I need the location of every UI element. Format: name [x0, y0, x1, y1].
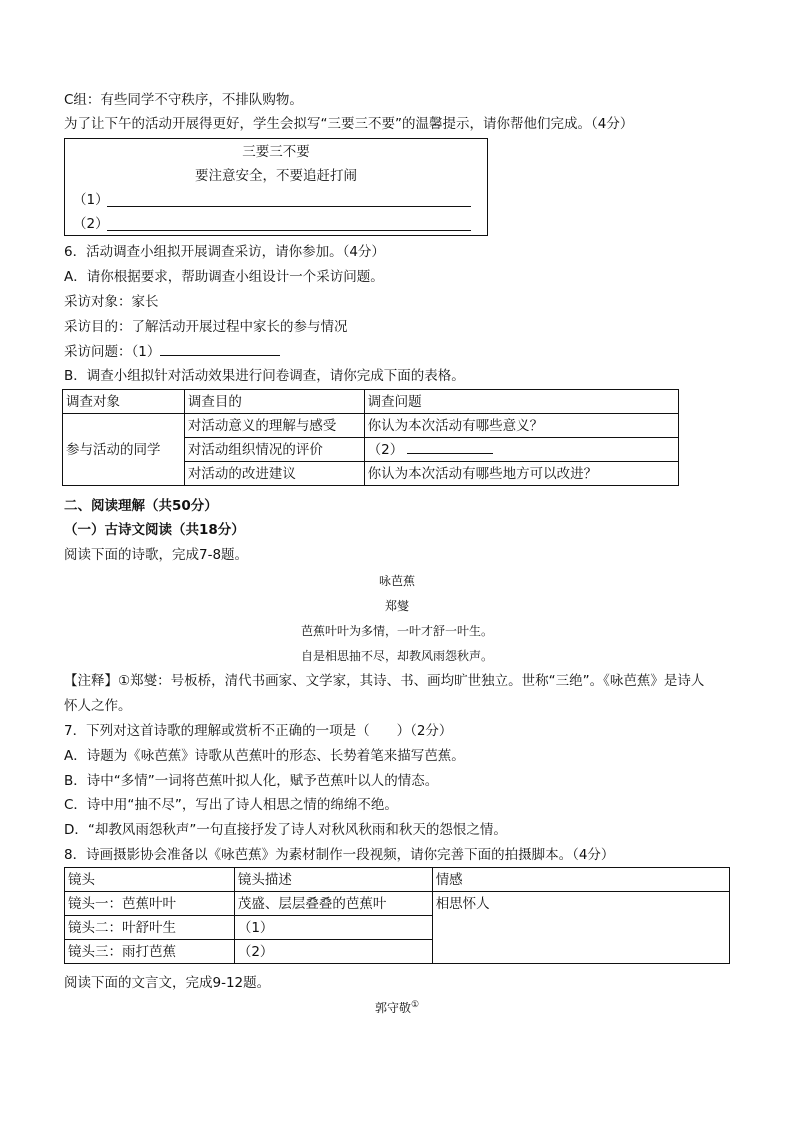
interview-target: 采访对象：家长 [64, 294, 159, 310]
read-instruction-7-8: 阅读下面的诗歌，完成7-8题。 [64, 547, 249, 563]
survey-header-purpose: 调查目的 [184, 390, 364, 414]
question-8: 8．诗画摄影协会准备以《咏芭蕉》为素材制作一段视频，请你完善下面的拍摄脚本。（4分） [64, 847, 615, 863]
question-6b: B．调查小组拟针对活动效果进行问卷调查，请你完成下面的表格。 [64, 368, 465, 384]
question-5-intro: 为了让下午的活动开展得更好，学生会拟写“三要三不要”的温馨提示，请你帮他们完成。（4分） [64, 116, 634, 132]
survey-question-cell: 你认为本次活动有哪些意义？ [364, 414, 678, 438]
script-desc-cell[interactable]: （1） [234, 916, 432, 940]
poem-author: 郑燮 [384, 599, 409, 613]
survey-question-cell: （2） [364, 438, 678, 462]
table-row [65, 868, 730, 892]
survey-question-cell: 你认为本次活动有哪些地方可以改进？ [364, 462, 678, 486]
survey-header-question: 调查问题 [364, 390, 678, 414]
question-7-option-b: B．诗中“多情”一词将芭蕉叶拟人化，赋予芭蕉叶以人的情态。 [64, 773, 439, 789]
script-header-shot: 镜头 [65, 868, 235, 892]
script-shot-cell: 镜头二：叶舒叶生 [65, 916, 235, 940]
interview-question-blank[interactable] [160, 342, 280, 356]
classical-text-title: 郭守敬① [374, 1000, 420, 1015]
survey-purpose-cell: 对活动的改进建议 [184, 462, 364, 486]
question-6: 6．活动调查小组拟开展调查采访，请你参加。（4分） [64, 244, 385, 260]
tips-box-title: 三要三不要 [242, 144, 310, 160]
section-2-1-heading: （一）古诗文阅读（共18分） [64, 522, 245, 538]
poem-line-1: 芭蕉叶叶为多情，一叶才舒一叶生。 [300, 624, 493, 638]
interview-question-line [64, 342, 280, 361]
script-emotion-cell: 相思怀人 [432, 892, 729, 964]
read-instruction-9-12: 阅读下面的文言文，完成9-12题。 [64, 975, 271, 991]
script-desc-cell[interactable]: （2） [234, 940, 432, 964]
survey-header-subject: 调查对象 [63, 390, 185, 414]
survey-table [62, 389, 679, 486]
tips-box-item-2: （2） [73, 216, 109, 232]
question-7: 7．下列对这首诗歌的理解或赏析不正确的一项是（ ）（2分） [64, 723, 453, 739]
script-table [64, 867, 730, 964]
question-7-option-a: A．诗题为《咏芭蕉》诗歌从芭蕉叶的形态、长势着笔来描写芭蕉。 [64, 748, 465, 764]
survey-question-blank[interactable] [407, 440, 493, 454]
question-7-option-d: D．“却教风雨怨秋声”一句直接抒发了诗人对秋风秋雨和秋天的怨恨之情。 [64, 822, 507, 838]
question-7-option-c: C．诗中用“抽不尽”，写出了诗人相思之情的绵绵不绝。 [64, 797, 398, 813]
section-2-heading: 二、阅读理解（共50分） [64, 498, 218, 514]
tips-box-blank-2[interactable] [107, 230, 471, 231]
script-desc-cell: 茂盛、层层叠叠的芭蕉叶 [234, 892, 432, 916]
survey-purpose-cell: 对活动意义的理解与感受 [184, 414, 364, 438]
table-row [63, 390, 679, 414]
table-row [65, 892, 730, 916]
script-shot-cell: 镜头三：雨打芭蕉 [65, 940, 235, 964]
survey-purpose-cell: 对活动组织情况的评价 [184, 438, 364, 462]
table-row [63, 414, 679, 438]
survey-subject-cell: 参与活动的同学 [63, 414, 185, 486]
interview-purpose: 采访目的：了解活动开展过程中家长的参与情况 [64, 319, 348, 335]
poem-title: 咏芭蕉 [378, 574, 415, 588]
question-6a: A．请你根据要求，帮助调查小组设计一个采访问题。 [64, 269, 384, 285]
script-header-emotion: 情感 [432, 868, 729, 892]
interview-question-label: 采访问题：（1） [64, 344, 161, 360]
script-shot-cell: 镜头一：芭蕉叶叶 [65, 892, 235, 916]
tips-box-blank-1[interactable] [107, 206, 471, 207]
annotation-line-2: 怀人之作。 [64, 698, 132, 714]
tips-box-example: 要注意安全，不要追赶打闹 [195, 168, 357, 184]
script-header-desc: 镜头描述 [234, 868, 432, 892]
annotation-line-1: 【注释】①郑燮：号板桥，清代书画家、文学家，其诗、书、画均旷世独立。世称“三绝”。《咏芭蕉》是诗人 [64, 673, 705, 689]
poem-line-2: 自是相思抽不尽，却教风雨怨秋声。 [300, 649, 493, 663]
tips-box-item-1: （1） [73, 192, 109, 208]
tips-box [64, 138, 488, 236]
c-group-line: C组：有些同学不守秩序，不排队购物。 [64, 92, 303, 108]
